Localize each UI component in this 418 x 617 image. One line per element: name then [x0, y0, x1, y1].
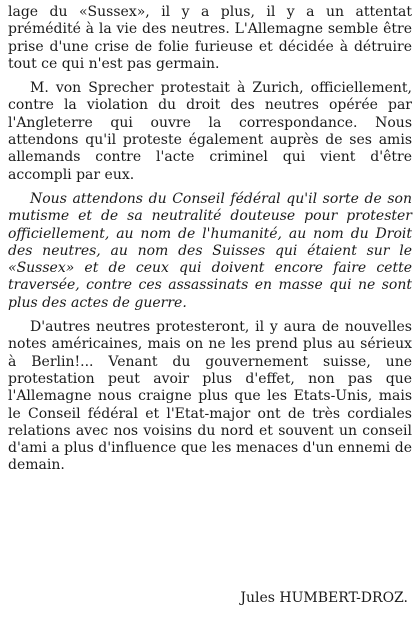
- article-body: [8, 4, 412, 482]
- paragraph-2: M. von Sprecher protestait à Zurich, officiellement, contre la violation du droit des neutres opérée par l'Angleterre qui ouvre la correspondance. Nous attendons qu'il proteste également auprès de ses amis allemands contre l'acte criminel qui vient d'être accompli par eux.: [8, 80, 412, 183]
- paragraph-4: D'autres neutres protesteront, il y aura de nouvelles notes américaines, mais on ne les prend plus au sérieux à Berlin!... Venant du gouvernement suisse, une protestation peut avoir plus d'effet, non pas que l'Allemagne nous craigne plus que les Etats-Unis, mais le Conseil fédéral et l'Etat-major ont de très cordiales relations avec nos voisins du nord et souvent un conseil d'ami a plus d'influence que les menaces d'un ennemi de demain.: [8, 319, 412, 474]
- author-signature: Jules HUMBERT-DROZ.: [240, 590, 408, 606]
- paragraph-3-italic: Nous attendons du Conseil fédéral qu'il sorte de son mutisme et de sa neutralité douteuse pour protester officiellement, au nom de l'humanité, au nom du Droit des neutres, au nom des Suisses qui étaient sur le «Sussex» et de ceux qui doivent encore faire cette traversée, contre ces assassinats en masse qui ne sont plus des actes de guerre.: [8, 190, 412, 311]
- paragraph-1: lage du «Sussex», il y a plus, il y a un attentat prémédité à la vie des neutres. L'Allemagne semble être prise d'une crise de folie furieuse et décidée à détruire tout ce qui n'est pas germain.: [8, 4, 412, 72]
